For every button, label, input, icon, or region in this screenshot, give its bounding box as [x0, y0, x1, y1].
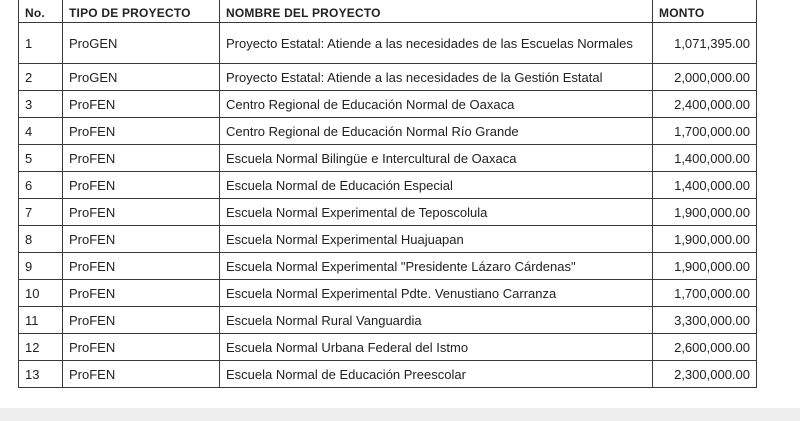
row-number: 6: [19, 172, 63, 199]
row-nombre: Escuela Normal Experimental Pdte. Venustiano Carranza: [220, 280, 653, 307]
row-nombre: Proyecto Estatal: Atiende a las necesidades de la Gestión Estatal: [220, 64, 653, 91]
table-row: [19, 91, 757, 118]
row-number: 12: [19, 334, 63, 361]
row-number: 1: [19, 23, 63, 64]
row-tipo: ProFEN: [63, 199, 220, 226]
row-monto: 2,400,000.00: [653, 91, 757, 118]
table-row: [19, 145, 757, 172]
row-nombre: Escuela Normal de Educación Especial: [220, 172, 653, 199]
row-nombre: Escuela Normal Experimental de Teposcolula: [220, 199, 653, 226]
row-nombre: Escuela Normal Urbana Federal del Istmo: [220, 334, 653, 361]
row-tipo: ProFEN: [63, 334, 220, 361]
row-monto: 2,300,000.00: [653, 361, 757, 388]
row-tipo: ProFEN: [63, 307, 220, 334]
table-header-row: [19, 0, 757, 23]
table-row: [19, 253, 757, 280]
row-nombre: Centro Regional de Educación Normal de Oaxaca: [220, 91, 653, 118]
row-nombre: Escuela Normal Experimental "Presidente Lázaro Cárdenas": [220, 253, 653, 280]
row-nombre: Escuela Normal Rural Vanguardia: [220, 307, 653, 334]
row-monto: 1,400,000.00: [653, 172, 757, 199]
table-row: [19, 226, 757, 253]
row-number: 5: [19, 145, 63, 172]
table-row: [19, 280, 757, 307]
row-monto: 1,900,000.00: [653, 199, 757, 226]
row-number: 9: [19, 253, 63, 280]
row-monto: 1,700,000.00: [653, 118, 757, 145]
projects-table: [18, 0, 757, 388]
row-tipo: ProFEN: [63, 145, 220, 172]
row-number: 2: [19, 64, 63, 91]
row-monto: 1,071,395.00: [653, 23, 757, 64]
row-tipo: ProFEN: [63, 172, 220, 199]
header-no: No.: [19, 0, 63, 23]
row-number: 13: [19, 361, 63, 388]
row-monto: 2,600,000.00: [653, 334, 757, 361]
row-nombre: Escuela Normal Experimental Huajuapan: [220, 226, 653, 253]
row-monto: 1,700,000.00: [653, 280, 757, 307]
row-number: 7: [19, 199, 63, 226]
row-tipo: ProFEN: [63, 280, 220, 307]
row-monto: 2,000,000.00: [653, 64, 757, 91]
row-nombre: Proyecto Estatal: Atiende a las necesidades de las Escuelas Normales: [220, 23, 653, 64]
row-nombre: Centro Regional de Educación Normal Río Grande: [220, 118, 653, 145]
row-tipo: ProFEN: [63, 253, 220, 280]
header-tipo: TIPO DE PROYECTO: [63, 0, 220, 23]
row-monto: 1,900,000.00: [653, 253, 757, 280]
row-number: 8: [19, 226, 63, 253]
row-monto: 3,300,000.00: [653, 307, 757, 334]
table-row: [19, 172, 757, 199]
row-number: 11: [19, 307, 63, 334]
row-number: 3: [19, 91, 63, 118]
row-tipo: ProFEN: [63, 118, 220, 145]
row-tipo: ProFEN: [63, 91, 220, 118]
row-monto: 1,400,000.00: [653, 145, 757, 172]
table-row: [19, 361, 757, 388]
table-row: [19, 64, 757, 91]
table-row: [19, 118, 757, 145]
header-monto: MONTO: [653, 0, 757, 23]
row-nombre: Escuela Normal de Educación Preescolar: [220, 361, 653, 388]
table-row: [19, 199, 757, 226]
row-tipo: ProFEN: [63, 226, 220, 253]
table-row: [19, 23, 757, 64]
row-tipo: ProGEN: [63, 64, 220, 91]
table-row: [19, 307, 757, 334]
row-number: 10: [19, 280, 63, 307]
row-number: 4: [19, 118, 63, 145]
row-nombre: Escuela Normal Bilingüe e Intercultural de Oaxaca: [220, 145, 653, 172]
row-tipo: ProGEN: [63, 23, 220, 64]
row-tipo: ProFEN: [63, 361, 220, 388]
row-monto: 1,900,000.00: [653, 226, 757, 253]
table-row: [19, 334, 757, 361]
header-nombre: NOMBRE DEL PROYECTO: [220, 0, 653, 23]
page-bottom-edge: [0, 408, 800, 421]
